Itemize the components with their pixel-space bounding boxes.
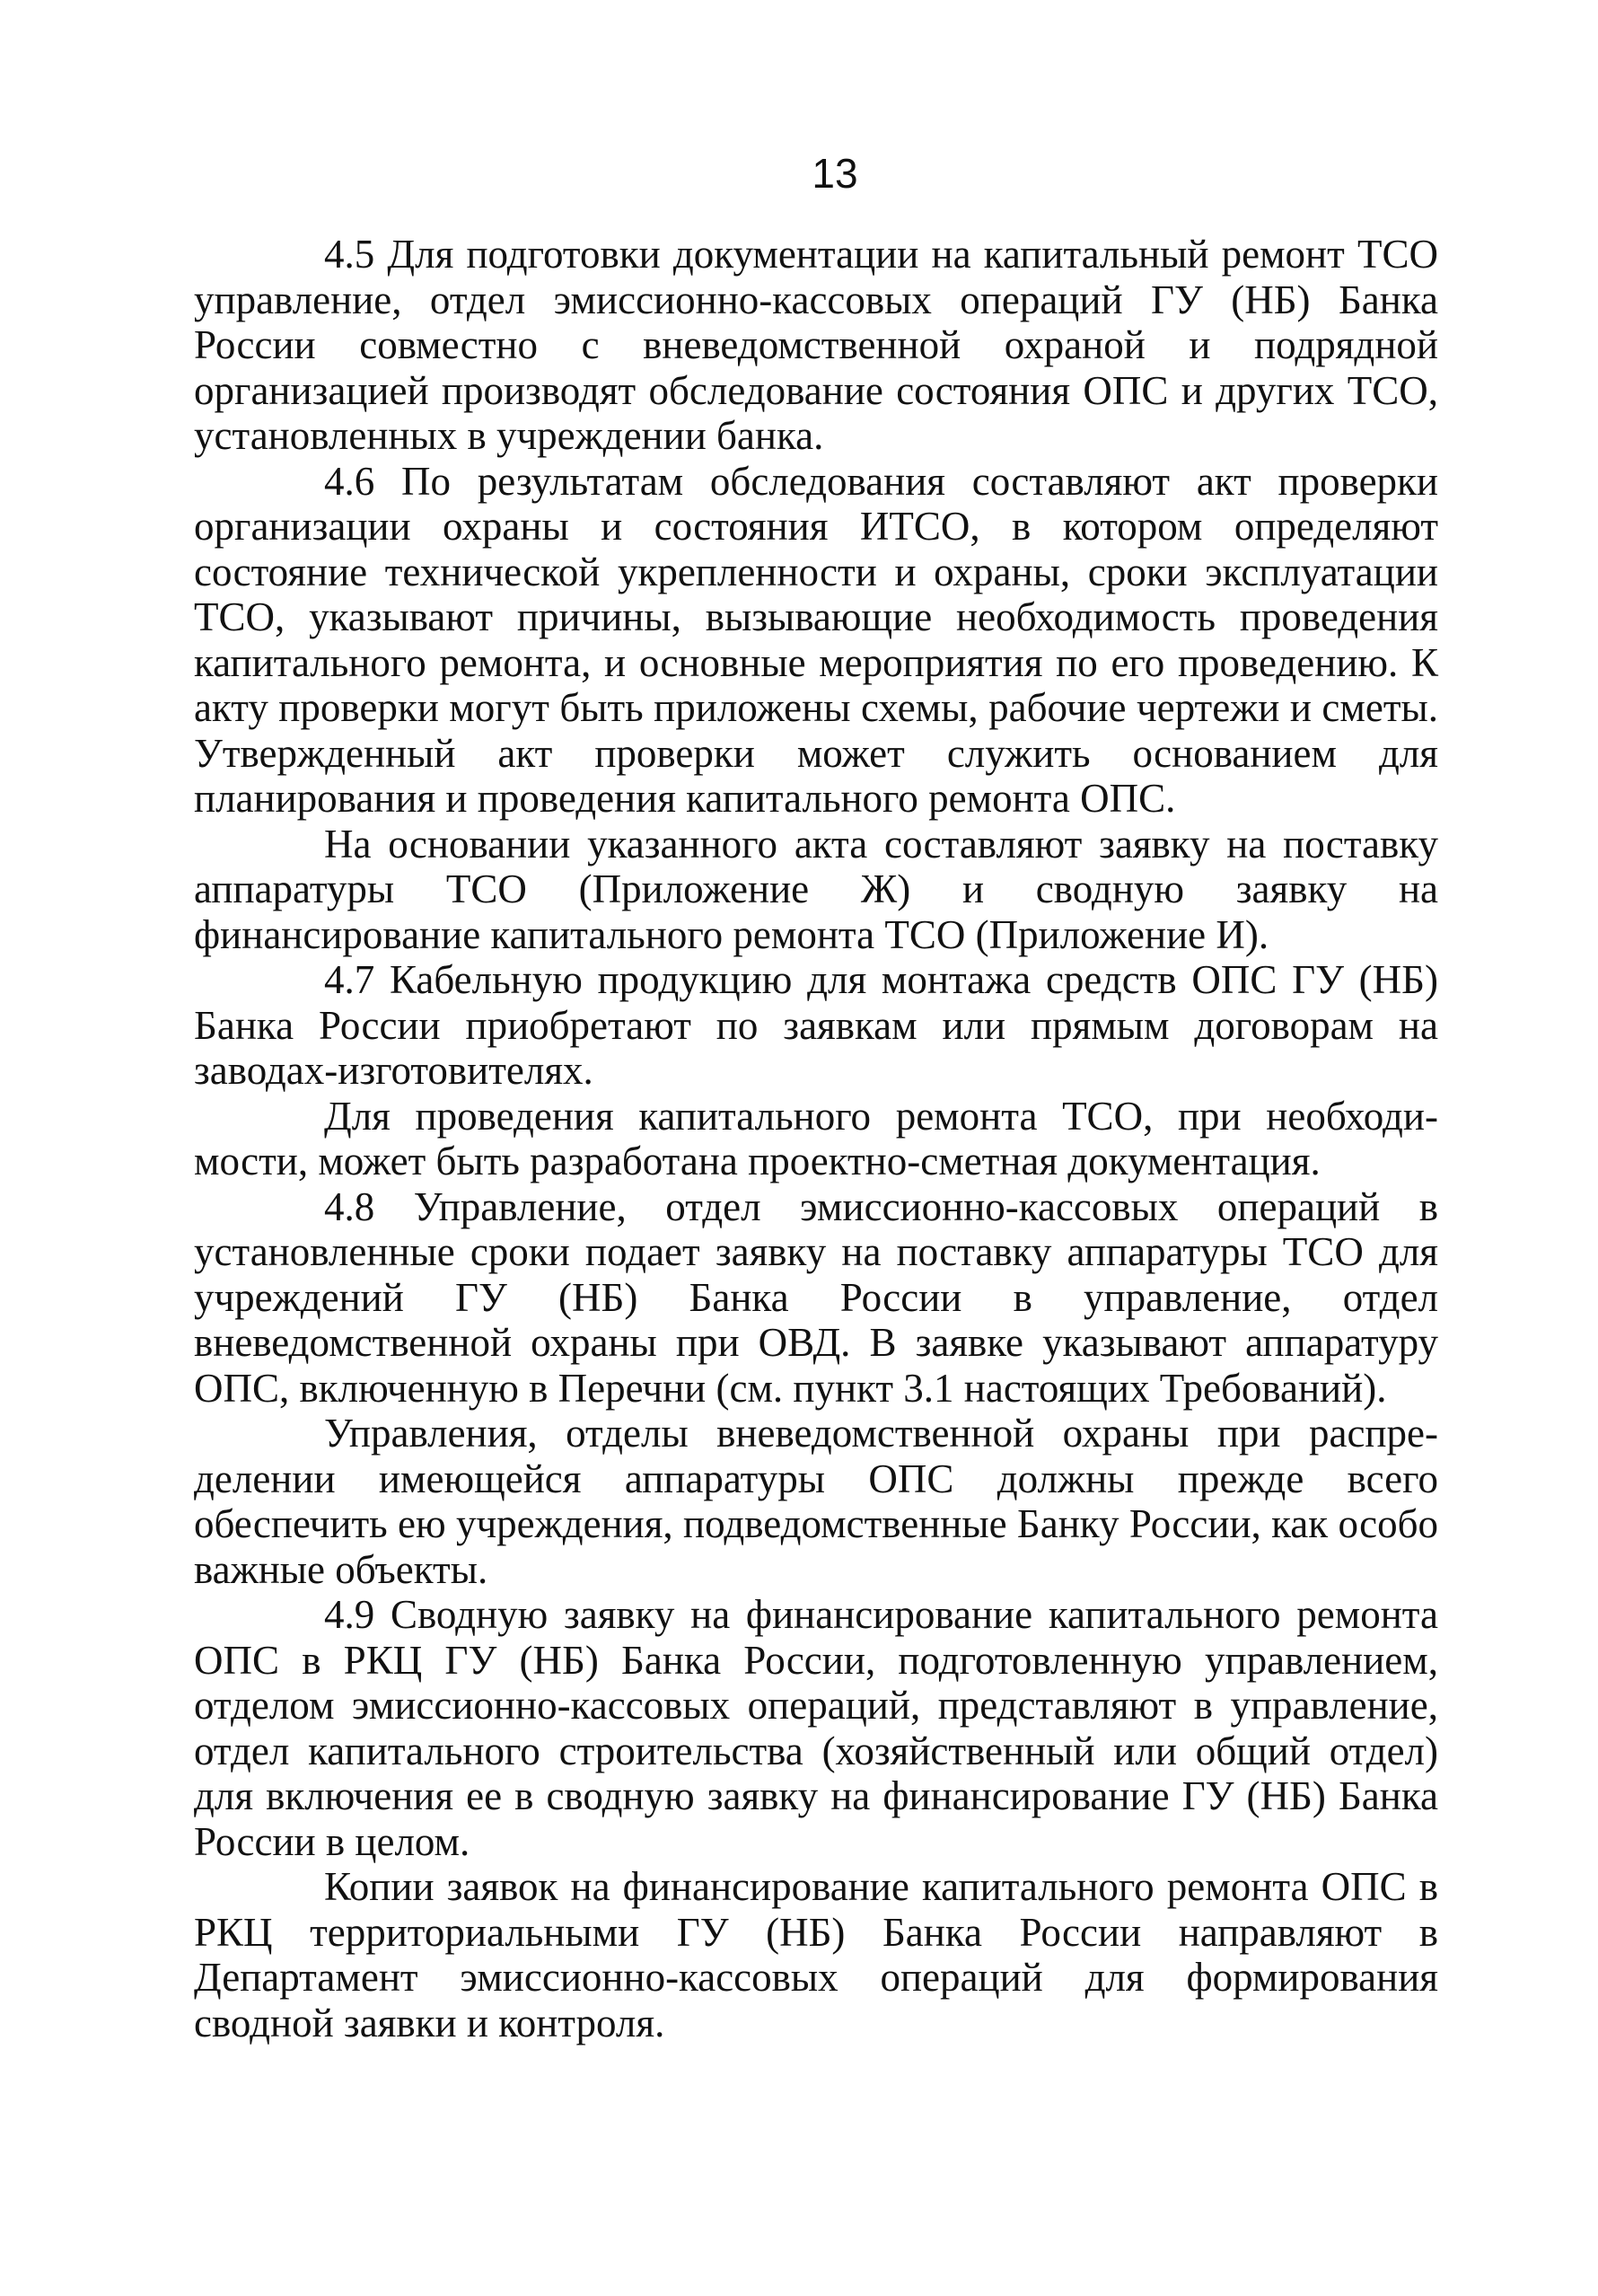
paragraph-4-9-continuation: Копии заявок на финансирование капитального ремонта ОПС в РКЦ территориальными ГУ (НБ) Банка России направляют в Департамент эмиссионно-кассовых операций для формирования сводной заявки и контроля. [194, 1864, 1438, 2045]
document-body [194, 232, 1438, 2045]
page-number: 13 [812, 150, 858, 197]
paragraph-4-5: 4.5 Для подготовки документации на капитальный ремонт ТСО управление, отдел эмиссионно-кассовых операций ГУ (НБ) Банка России совместно с вневедомственной охраной и подрядной организацией производят обследование состояния ОПС и других ТСО, установленных в учреждении банка. [194, 232, 1438, 458]
paragraph-4-8: 4.8 Управление, отдел эмиссионно-кассовых операций в установленные сроки подает заявку на поставку аппаратуры ТСО для учреждений ГУ (НБ) Банка России в управление, отдел вневедомственной охраны при ОВД. В заявке указывают аппаратуру ОПС, включенную в Перечни (см. пункт 3.1 настоящих Требований). [194, 1183, 1438, 1411]
paragraph-4-7-continuation: Для проведения капитального ремонта ТСО, при необходимости, может быть разработана проектно-сметная документация. [194, 1093, 1438, 1183]
paragraph-4-9: 4.9 Сводную заявку на финансирование капитального ремонта ОПС в РКЦ ГУ (НБ) Банка России, подготовленную управлением, отделом эмиссионно-кассовых операций, представляют в управление, отдел капитального строительства (хозяйственный или общий отдел) для включения ее в сводную заявку на финансирование ГУ (НБ) Банка России в целом. [194, 1592, 1438, 1864]
paragraph-4-6-continuation: На основании указанного акта составляют заявку на поставку аппаратуры ТСО (Приложение Ж) и сводную заявку на финансирование капитального ремонта ТСО (Приложение И). [194, 821, 1438, 957]
paragraph-4-8-continuation: Управления, отделы вневедомственной охраны при распределении имеющейся аппаратуры ОПС должны прежде всего обеспечить ею учреждения, подведомственные Банку России, как особо важные объекты. [194, 1411, 1438, 1592]
paragraph-4-7: 4.7 Кабельную продукцию для монтажа средств ОПС ГУ (НБ) Банка России приобретают по заявкам или прямым договорам на заводах-изготовителях. [194, 957, 1438, 1093]
paragraph-4-6: 4.6 По результатам обследования составляют акт проверки организации охраны и состояния ИТСО, в котором определяют состояние технической укрепленности и охраны, сроки эксплуатации ТСО, указывают причины, вызывающие необходимость проведения капитального ремонта, и основные мероприятия по его проведению. К акту проверки могут быть приложены схемы, рабочие чертежи и сметы. Утвержденный акт проверки может служить основанием для планирования и проведения капитального ремонта ОПС. [194, 458, 1438, 821]
